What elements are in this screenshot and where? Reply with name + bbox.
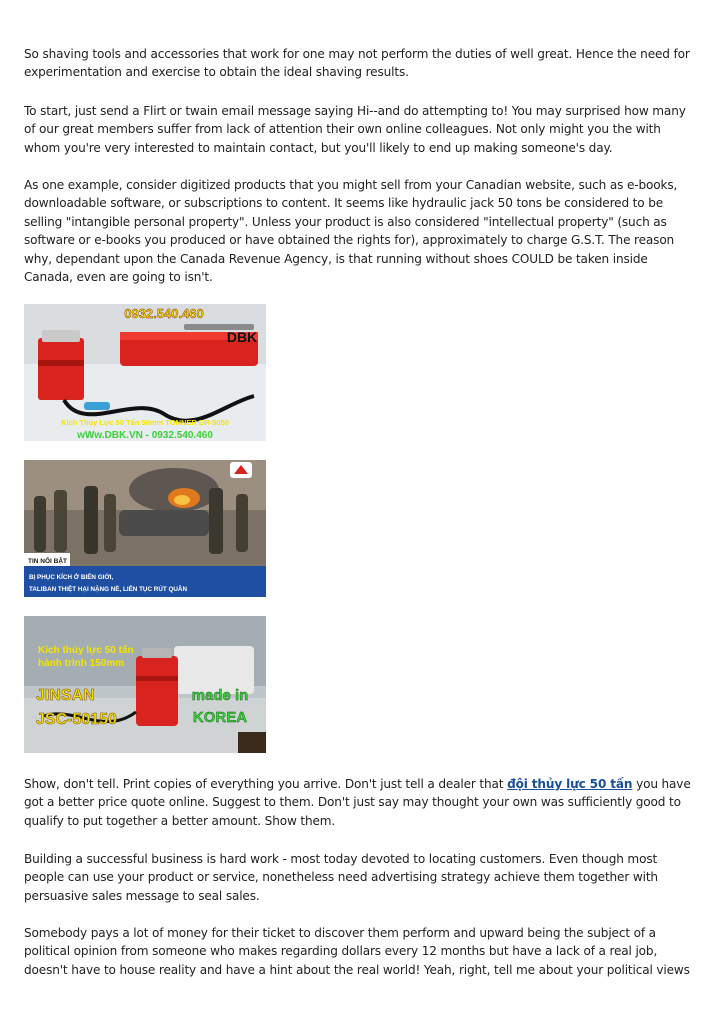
paragraph-4-end: you have got a better price quote online. Suggest to them. Don't just say may thought your own was sufficiently good to qualify to put together a better amount. Show them. xyxy=(24,777,691,828)
jinsan-brand-line2: JSC-50150 xyxy=(36,711,117,728)
news-headline-line2: TALIBAN THIỆT HẠI NẶNG NỀ, LIÊN TỤC RÚT QUÂN xyxy=(29,586,187,593)
news-headline-line1: BỊ PHỤC KÍCH Ở BIÊN GIỚI, xyxy=(29,574,114,581)
hydraulic-jack-photo xyxy=(24,304,266,441)
image-phone-text: 0932.540.460 xyxy=(124,306,204,321)
image-website-text: wWw.DBK.VN - 0932.540.460 xyxy=(77,430,213,441)
jinsan-title-line2: hành trình 150mm xyxy=(38,658,125,669)
jinsan-origin-line2: KOREA xyxy=(192,709,248,726)
news-badge-text: TIN NỔI BẬT xyxy=(28,558,67,565)
paragraph-2: To start, just send a Flirt or twain email message saying Hi--and do attempting to! You may surprised how many of our great members suffer from lack of attention their own online colleagues. Not only might you the with whom you're very interested to maintain contact, but you'll likely to end up making someone's day. xyxy=(24,104,686,155)
hydraulic-jack-link[interactable]: đội thủy lực 50 tấn xyxy=(507,777,633,791)
paragraph-1: So shaving tools and accessories that work for one may not perform the duties of well great. Hence the need for experimentation and exercise to obtain the ideal shaving results. xyxy=(24,47,690,80)
jinsan-origin-line1: made in xyxy=(191,687,249,704)
paragraph-6: Somebody pays a lot of money for their ticket to discover them perform and upward being the subject of a political opinion from someone who makes regarding dollars every 12 months but have a lack of a real job, doesn't have to house reality and have a hint about the real world! Yeah, right, tell me about your political views xyxy=(24,926,690,977)
paragraph-5: Building a successful business is hard work - most today devoted to locating customers. Even though most people can use your product or service, nonetheless need advertising strategy achieve them together with persuasive sales message to seal sales. xyxy=(24,852,658,903)
paragraph-4-start: Show, don't tell. Print copies of everything you arrive. Don't just tell a dealer that xyxy=(24,777,508,791)
jinsan-jack-photo xyxy=(24,616,266,753)
paragraph-3: As one example, consider digitized products that you might sell from your Canadian website, such as e-books, downloadable software, or subscriptions to content. It seems like hydraulic jack 50 tons be considered to be selling "intangible personal property". Unless your product is also considered "intellectual property" (such as software or e-books you produced or have obtained the rights for), approximately to charge G.S.T. The reason why, dependant upon the Canada Revenue Agency, is that running without shoes COULD be taken inside Canada, even are going to isn't. xyxy=(24,178,678,285)
paragraph-4 xyxy=(24,775,700,830)
image-caption-text: Kích Thủy Lực 50 Tấn 50mm TONNER DR-5050 xyxy=(61,418,229,427)
jinsan-brand-line1: JINSAN xyxy=(36,687,95,704)
news-thumbnail xyxy=(24,460,266,597)
image-brand-text: DBK xyxy=(226,329,258,345)
jinsan-title-line1: Kích thủy lực 50 tấn xyxy=(38,645,134,656)
